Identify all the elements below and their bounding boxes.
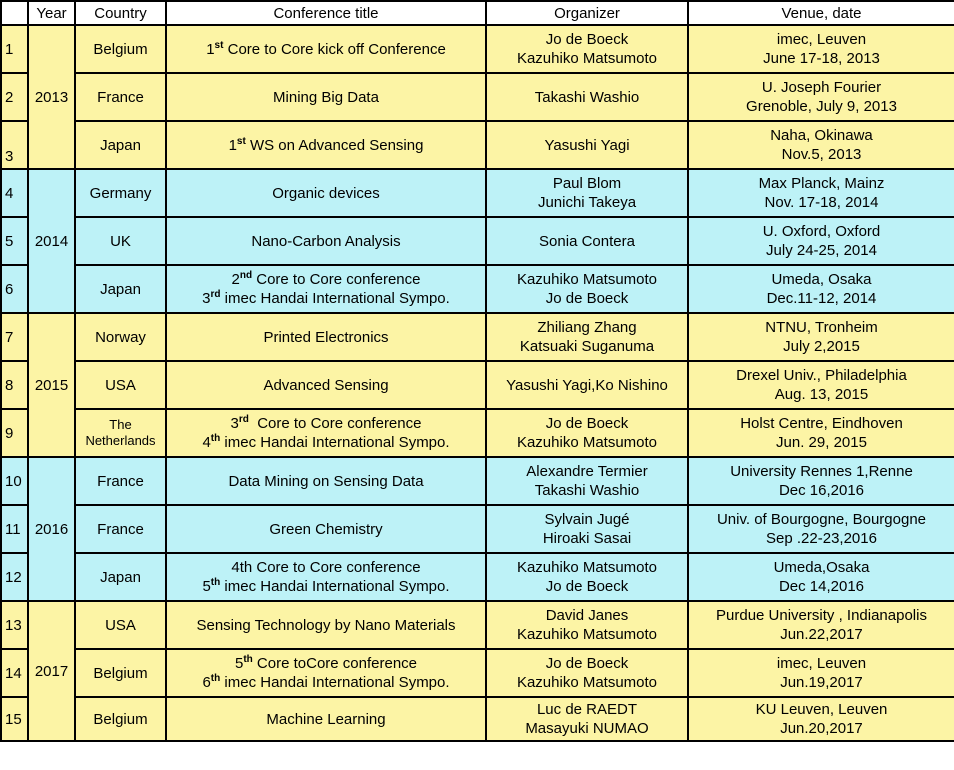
- ordinal-number: 4: [202, 434, 211, 451]
- venue-cell: [688, 25, 954, 73]
- row-number: 10: [1, 457, 28, 505]
- venue-line: Purdue University , Indianapolis: [716, 607, 927, 624]
- title-line: [167, 520, 485, 539]
- country-line: The: [109, 417, 132, 432]
- organizer-cell: [486, 601, 688, 649]
- title-text: imec Handai International Sympo.: [220, 290, 450, 307]
- title-cell: [166, 601, 486, 649]
- venue-line: Aug. 13, 2015: [774, 386, 869, 403]
- row-number: 6: [1, 265, 28, 313]
- ordinal-suffix: th: [210, 673, 221, 684]
- table-row: [1, 217, 954, 265]
- row-number: 1: [1, 25, 28, 73]
- organizer-name: David Janes: [545, 607, 629, 624]
- venue-cell: [688, 121, 954, 169]
- row-number: 3: [1, 121, 28, 169]
- country-cell: Japan: [75, 121, 166, 169]
- table-row: [1, 649, 954, 697]
- venue-cell: [688, 601, 954, 649]
- ordinal-number: 3: [202, 290, 211, 307]
- title-text: Core to Core kick off Conference: [223, 40, 446, 58]
- header-year: Year: [28, 1, 75, 25]
- organizer-cell: [486, 265, 688, 313]
- ordinal-suffix: nd: [239, 270, 253, 281]
- title-line: [167, 577, 485, 596]
- country-cell: Belgium: [75, 649, 166, 697]
- header-no: [1, 1, 28, 25]
- organizer-cell: [486, 649, 688, 697]
- title-line: [167, 558, 485, 577]
- venue-line: July 24-25, 2014: [766, 242, 877, 259]
- title-text: Core to Core conference: [252, 271, 421, 288]
- title-text: imec Handai International Sympo.: [220, 434, 450, 451]
- title-cell: [166, 409, 486, 457]
- row-number: 2: [1, 73, 28, 121]
- ordinal-number: 6: [202, 674, 211, 691]
- venue-line: Dec 14,2016: [778, 578, 865, 595]
- row-number: 15: [1, 697, 28, 741]
- venue-line: Jun. 29, 2015: [776, 434, 867, 451]
- organizer-name: Jo de Boeck: [545, 655, 629, 672]
- title-line: [167, 328, 485, 347]
- ordinal-suffix: st: [214, 39, 224, 51]
- table-row: [1, 409, 954, 457]
- title-cell: [166, 217, 486, 265]
- organizer-cell: [486, 73, 688, 121]
- ordinal-suffix: th: [210, 433, 221, 444]
- organizer-name: Luc de RAEDT: [536, 701, 638, 718]
- organizer-name: Paul Blom: [552, 175, 622, 192]
- year-cell: 2013: [28, 25, 75, 169]
- row-number: 7: [1, 313, 28, 361]
- organizer-cell: [486, 457, 688, 505]
- country-cell: France: [75, 505, 166, 553]
- organizer-name: Takashi Washio: [534, 88, 640, 106]
- venue-cell: [688, 265, 954, 313]
- venue-line: Umeda,Osaka: [773, 559, 870, 576]
- title-text: Green Chemistry: [269, 520, 383, 538]
- venue-line: Nov. 17-18, 2014: [764, 194, 879, 211]
- organizer-cell: [486, 169, 688, 217]
- organizer-name: Jo de Boeck: [545, 415, 629, 432]
- venue-line: U. Joseph Fourier: [761, 79, 882, 96]
- year-cell: 2015: [28, 313, 75, 457]
- venue-line: Jun.22,2017: [780, 626, 863, 643]
- venue-line: NTNU, Tronheim: [765, 319, 878, 336]
- organizer-cell: [486, 553, 688, 601]
- title-cell: [166, 73, 486, 121]
- title-text: Printed Electronics: [263, 328, 389, 346]
- row-number: 11: [1, 505, 28, 553]
- title-line: [167, 414, 485, 433]
- header-row: [1, 1, 954, 25]
- ordinal-suffix: st: [236, 135, 246, 147]
- organizer-name: Sylvain Jugé: [544, 511, 630, 528]
- title-cell: [166, 505, 486, 553]
- country-cell: Belgium: [75, 25, 166, 73]
- title-cell: [166, 697, 486, 741]
- row-number: 13: [1, 601, 28, 649]
- venue-cell: [688, 457, 954, 505]
- organizer-name: Kazuhiko Matsumoto: [516, 626, 658, 643]
- venue-line: Dec.11-12, 2014: [766, 290, 877, 307]
- venue-line: University Rennes 1,Renne: [730, 463, 913, 480]
- row-number: 5: [1, 217, 28, 265]
- organizer-name: Kazuhiko Matsumoto: [516, 674, 658, 691]
- venue-cell: [688, 505, 954, 553]
- ordinal-suffix: rd: [210, 289, 221, 300]
- table-row: [1, 313, 954, 361]
- venue-line: July 2,2015: [783, 338, 860, 355]
- title-line: [167, 289, 485, 308]
- table-row: [1, 505, 954, 553]
- ordinal-number: 3: [230, 415, 239, 432]
- organizer-name: Jo de Boeck: [545, 31, 629, 48]
- ordinal-number: 5: [234, 655, 244, 672]
- title-line: [167, 136, 485, 155]
- title-cell: [166, 361, 486, 409]
- table-row: [1, 265, 954, 313]
- title-text: Nano-Carbon Analysis: [251, 232, 401, 250]
- venue-cell: [688, 697, 954, 741]
- title-line: [167, 472, 485, 491]
- title-line: [167, 673, 485, 692]
- row-number: 14: [1, 649, 28, 697]
- venue-line: Jun.20,2017: [780, 720, 863, 737]
- table-row: [1, 73, 954, 121]
- table-row: [1, 121, 954, 169]
- table-row: [1, 25, 954, 73]
- title-text: Advanced Sensing: [263, 376, 389, 394]
- venue-cell: [688, 409, 954, 457]
- organizer-cell: [486, 505, 688, 553]
- header-venue: Venue, date: [688, 1, 954, 25]
- title-cell: [166, 121, 486, 169]
- organizer-name: Hiroaki Sasai: [542, 530, 632, 547]
- country-cell: Belgium: [75, 697, 166, 741]
- venue-line: imec, Leuven: [776, 31, 867, 48]
- header-title: Conference title: [166, 1, 486, 25]
- title-text: Core to Core conference: [248, 415, 422, 432]
- ordinal-suffix: rd: [238, 414, 249, 425]
- row-number: 4: [1, 169, 28, 217]
- title-text: Organic devices: [272, 184, 380, 202]
- title-text: Mining Big Data: [273, 88, 379, 106]
- venue-cell: [688, 313, 954, 361]
- row-number: 12: [1, 553, 28, 601]
- country-cell: UK: [75, 217, 166, 265]
- title-line: [167, 616, 485, 635]
- venue-line: imec, Leuven: [776, 655, 867, 672]
- venue-cell: [688, 73, 954, 121]
- ordinal-number: 1: [228, 136, 237, 154]
- year-cell: 2017: [28, 601, 75, 741]
- venue-line: Univ. of Bourgogne, Bourgogne: [716, 511, 927, 528]
- title-text: Core toCore conference: [252, 655, 418, 672]
- venue-line: Dec 16,2016: [778, 482, 865, 499]
- organizer-name: Alexandre Termier: [526, 463, 648, 480]
- organizer-name: Kazuhiko Matsumoto: [516, 50, 658, 67]
- organizer-name: Zhiliang Zhang: [537, 319, 637, 336]
- venue-line: Naha, Okinawa: [770, 127, 873, 144]
- country-cell: Japan: [75, 265, 166, 313]
- table-row: [1, 601, 954, 649]
- organizer-name: Kazuhiko Matsumoto: [516, 559, 658, 576]
- venue-line: Grenoble, July 9, 2013: [746, 98, 897, 115]
- title-cell: [166, 649, 486, 697]
- country-cell: Germany: [75, 169, 166, 217]
- title-text: 4th Core to Core conference: [231, 559, 421, 576]
- title-cell: [166, 457, 486, 505]
- ordinal-suffix: th: [210, 577, 221, 588]
- country-cell: Norway: [75, 313, 166, 361]
- header-country: Country: [75, 1, 166, 25]
- ordinal-number: 5: [202, 578, 211, 595]
- ordinal-number: 2: [231, 271, 240, 288]
- title-cell: [166, 25, 486, 73]
- table-row: [1, 361, 954, 409]
- venue-line: Holst Centre, Eindhoven: [740, 415, 903, 432]
- venue-cell: [688, 169, 954, 217]
- title-line: [167, 710, 485, 729]
- organizer-cell: [486, 313, 688, 361]
- venue-cell: [688, 217, 954, 265]
- organizer-name: Takashi Washio: [534, 482, 640, 499]
- venue-line: KU Leuven, Leuven: [755, 701, 888, 718]
- title-line: [167, 433, 485, 452]
- title-line: [167, 654, 485, 673]
- organizer-name: Kazuhiko Matsumoto: [516, 434, 658, 451]
- organizer-name: Masayuki NUMAO: [525, 720, 649, 737]
- title-cell: [166, 313, 486, 361]
- title-text: imec Handai International Sympo.: [220, 674, 450, 691]
- table-row: [1, 553, 954, 601]
- venue-line: U. Oxford, Oxford: [762, 223, 881, 240]
- row-number: 9: [1, 409, 28, 457]
- organizer-cell: [486, 409, 688, 457]
- organizer-name: Yasushi Yagi: [544, 136, 630, 154]
- venue-cell: [688, 361, 954, 409]
- organizer-cell: [486, 217, 688, 265]
- venue-line: Max Planck, Mainz: [758, 175, 885, 192]
- country-cell: USA: [75, 601, 166, 649]
- organizer-name: Kazuhiko Matsumoto: [516, 271, 658, 288]
- title-cell: [166, 265, 486, 313]
- country-line: Netherlands: [85, 433, 156, 448]
- title-text: Sensing Technology by Nano Materials: [196, 616, 456, 634]
- venue-line: Jun.19,2017: [780, 674, 863, 691]
- table-body: [1, 25, 954, 741]
- title-text: Data Mining on Sensing Data: [228, 472, 424, 490]
- country-cell: [75, 409, 166, 457]
- title-line: [167, 232, 485, 251]
- country-cell: USA: [75, 361, 166, 409]
- country-cell: France: [75, 457, 166, 505]
- title-text: Machine Learning: [266, 710, 386, 728]
- title-cell: [166, 169, 486, 217]
- row-number: 8: [1, 361, 28, 409]
- organizer-cell: [486, 697, 688, 741]
- venue-cell: [688, 553, 954, 601]
- organizer-name: Sonia Contera: [539, 232, 635, 250]
- title-line: [167, 88, 485, 107]
- venue-line: Sep .22-23,2016: [766, 530, 877, 547]
- title-line: [167, 184, 485, 203]
- organizer-name: Yasushi Yagi,Ko Nishino: [506, 376, 668, 394]
- title-line: [167, 40, 485, 59]
- title-line: [167, 376, 485, 395]
- venue-cell: [688, 649, 954, 697]
- year-cell: 2014: [28, 169, 75, 313]
- title-text: imec Handai International Sympo.: [220, 578, 450, 595]
- organizer-name: Junichi Takeya: [537, 194, 637, 211]
- organizer-name: Katsuaki Suganuma: [519, 338, 655, 355]
- ordinal-number: 1: [206, 40, 215, 58]
- country-cell: Japan: [75, 553, 166, 601]
- venue-line: Drexel Univ., Philadelphia: [736, 367, 907, 384]
- table-row: [1, 169, 954, 217]
- organizer-cell: [486, 361, 688, 409]
- year-cell: 2016: [28, 457, 75, 601]
- country-cell: France: [75, 73, 166, 121]
- table-row: [1, 457, 954, 505]
- title-text: WS on Advanced Sensing: [245, 136, 424, 154]
- venue-line: Nov.5, 2013: [781, 146, 862, 163]
- organizer-cell: [486, 121, 688, 169]
- organizer-name: Jo de Boeck: [545, 578, 629, 595]
- venue-line: June 17-18, 2013: [763, 50, 880, 67]
- ordinal-suffix: th: [243, 654, 253, 665]
- venue-line: Umeda, Osaka: [771, 271, 872, 288]
- table-row: [1, 697, 954, 741]
- header-organizer: Organizer: [486, 1, 688, 25]
- title-cell: [166, 553, 486, 601]
- organizer-cell: [486, 25, 688, 73]
- organizer-name: Jo de Boeck: [545, 290, 629, 307]
- title-line: [167, 270, 485, 289]
